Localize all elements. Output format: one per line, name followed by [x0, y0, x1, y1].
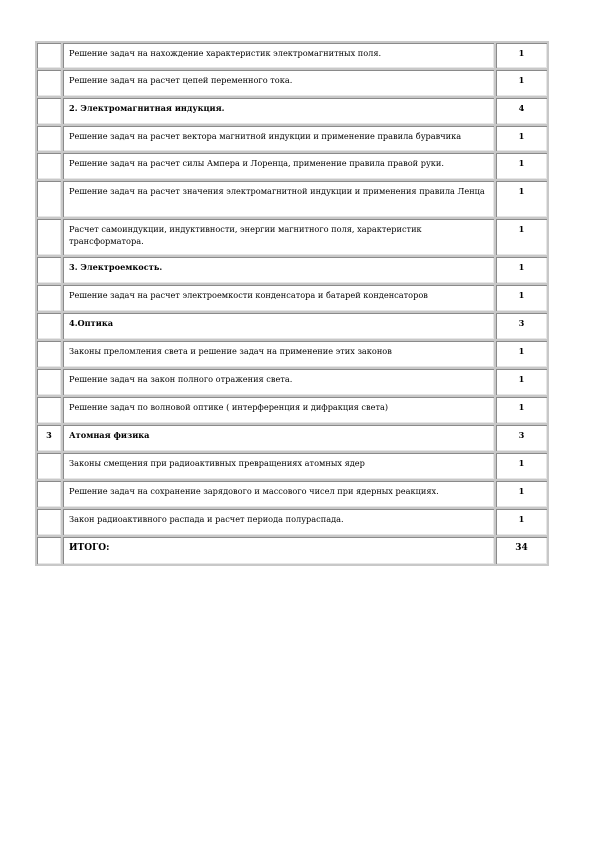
hours-cell: 1 — [494, 339, 547, 367]
table-row — [35, 367, 547, 395]
table-row — [35, 41, 547, 68]
topic-title-cell: Решение задач на расчет вектора магнитной индукции и применение правила буравчика — [61, 124, 494, 151]
topic-title-cell: Закон радиоактивного распада и расчет периода полураспада. — [61, 507, 494, 535]
hours-cell: 1 — [494, 151, 547, 179]
hours-cell: 1 — [494, 367, 547, 395]
topic-title-cell: Решение задач на нахождение характеристик электромагнитных поля. — [61, 41, 494, 68]
table-row — [35, 68, 547, 96]
hours-cell: 1 — [494, 217, 547, 255]
topic-title-cell: Законы преломления света и решение задач на применение этих законов — [61, 339, 494, 367]
row-number-cell: 3 — [35, 423, 61, 451]
hours-cell: 3 — [494, 423, 547, 451]
hours-cell: 1 — [494, 479, 547, 507]
total-row — [35, 535, 547, 564]
total-label-cell: ИТОГО: — [61, 535, 494, 564]
table-row — [35, 339, 547, 367]
hours-cell: 1 — [494, 507, 547, 535]
section-title-cell: 4.Оптика — [61, 311, 494, 339]
row-number-cell — [35, 311, 61, 339]
topic-title-cell: Решение задач на расчет электроемкости конденсатора и батарей конденсаторов — [61, 283, 494, 311]
row-number-cell — [35, 507, 61, 535]
hours-cell: 1 — [494, 283, 547, 311]
section-title-cell: Атомная физика — [61, 423, 494, 451]
hours-cell: 3 — [494, 311, 547, 339]
section-row — [35, 96, 547, 124]
curriculum-table — [35, 41, 549, 566]
hours-cell: 4 — [494, 96, 547, 124]
topic-title-cell: Решение задач на сохранение зарядового и массового чисел при ядерных реакциях. — [61, 479, 494, 507]
section-row — [35, 311, 547, 339]
table-row — [35, 124, 547, 151]
table-row — [35, 451, 547, 479]
table-row — [35, 179, 547, 217]
row-number-cell — [35, 68, 61, 96]
topic-title-cell: Решение задач на расчет силы Ампера и Лоренца, применение правила правой руки. — [61, 151, 494, 179]
curriculum-table-body — [35, 41, 547, 564]
topic-title-cell: Решение задач на закон полного отражения света. — [61, 367, 494, 395]
topic-title-cell: Решение задач на расчет значения электромагнитной индукции и применения правила Ленца — [61, 179, 494, 217]
topic-title-cell: Решение задач на расчет цепей переменного тока. — [61, 68, 494, 96]
table-row — [35, 151, 547, 179]
row-number-cell — [35, 339, 61, 367]
hours-cell: 1 — [494, 68, 547, 96]
section-row — [35, 255, 547, 283]
table-row — [35, 479, 547, 507]
table-row — [35, 395, 547, 423]
hours-cell: 1 — [494, 255, 547, 283]
hours-cell: 1 — [494, 395, 547, 423]
section-title-cell: 2. Электромагнитная индукция. — [61, 96, 494, 124]
row-number-cell — [35, 151, 61, 179]
row-number-cell — [35, 479, 61, 507]
table-row — [35, 507, 547, 535]
row-number-cell — [35, 217, 61, 255]
row-number-cell — [35, 41, 61, 68]
section-title-cell: 3. Электроемкость. — [61, 255, 494, 283]
total-hours-cell: 34 — [494, 535, 547, 564]
row-number-cell — [35, 451, 61, 479]
total-number-cell — [35, 535, 61, 564]
topic-title-cell: Решение задач по волновой оптике ( интерференция и дифракция света) — [61, 395, 494, 423]
row-number-cell — [35, 395, 61, 423]
section-row — [35, 423, 547, 451]
hours-cell: 1 — [494, 124, 547, 151]
table-row — [35, 217, 547, 255]
row-number-cell — [35, 255, 61, 283]
table-row — [35, 283, 547, 311]
row-number-cell — [35, 283, 61, 311]
topic-title-cell: Законы смещения при радиоактивных превращениях атомных ядер — [61, 451, 494, 479]
row-number-cell — [35, 124, 61, 151]
hours-cell: 1 — [494, 41, 547, 68]
hours-cell: 1 — [494, 179, 547, 217]
row-number-cell — [35, 179, 61, 217]
hours-cell: 1 — [494, 451, 547, 479]
row-number-cell — [35, 96, 61, 124]
row-number-cell — [35, 367, 61, 395]
topic-title-cell: Расчет самоиндукции, индуктивности, энергии магнитного поля, характеристик трансформатора. — [61, 217, 494, 255]
